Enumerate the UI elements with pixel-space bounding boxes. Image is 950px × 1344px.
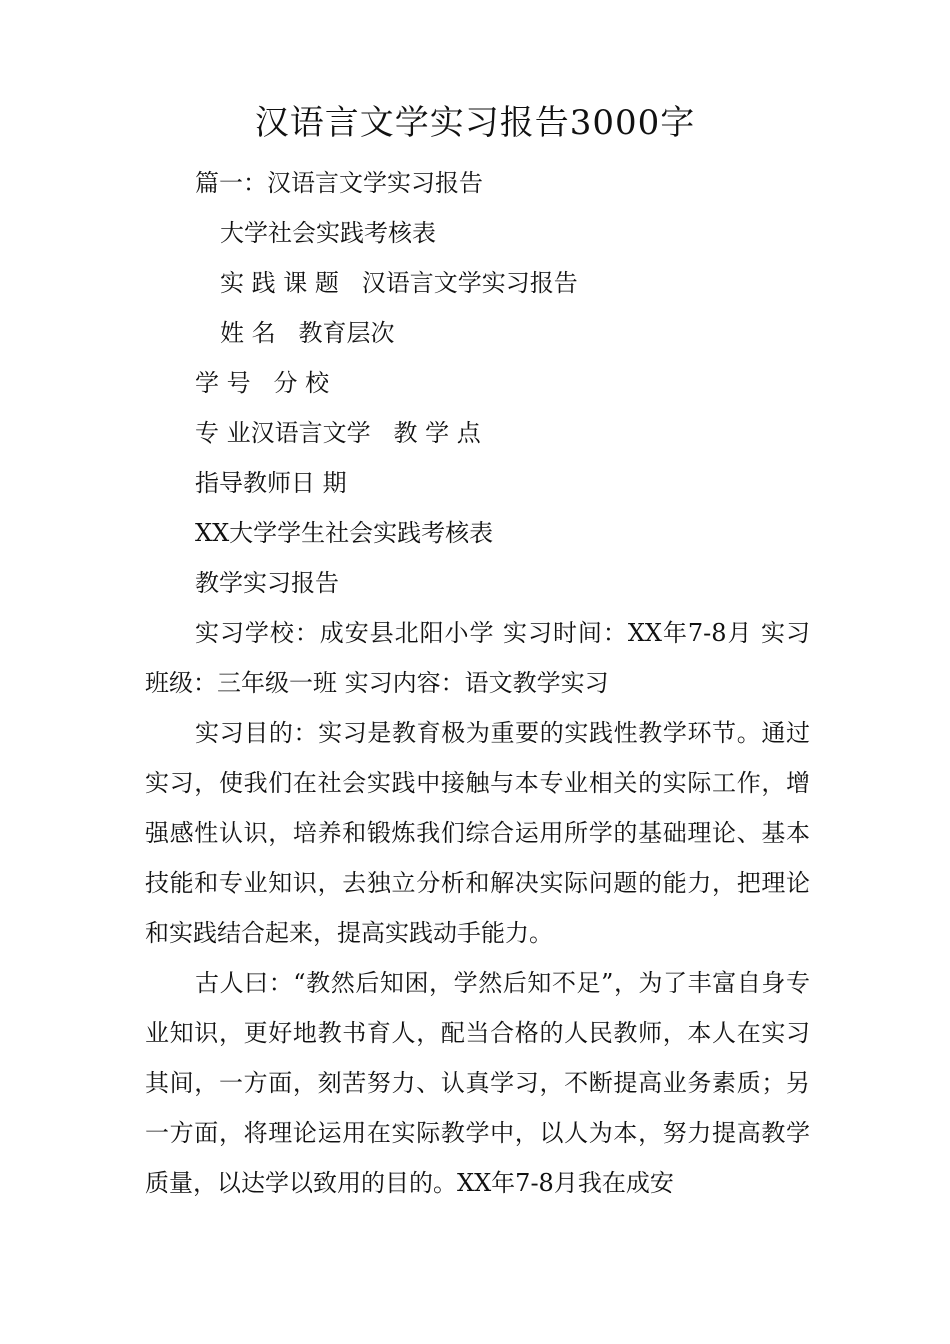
document-title: 汉语言文学实习报告3000字 xyxy=(254,103,696,143)
text-line-advisor-date: 指导教师日 期 xyxy=(195,469,347,497)
text-line-form-title: 大学社会实践考核表 xyxy=(220,219,436,247)
text-line-id-branch: 学 号 分 校 xyxy=(195,369,330,397)
paragraph-ancient-saying: 古人曰：“教然后知困，学然后知不足”，为了丰富自身专业知识，更好地教书育人，配当合格的人民教师，本人在实习其间，一方面，刻苦努力、认真学习，不断提高业务素质；另一方面，将理论运用在实际教学中，以人为本，努力提高教学质量，以达学以致用的目的。XX年7-8月我在成安 xyxy=(145,969,810,1197)
text-line-university-form: XX大学学生社会实践考核表 xyxy=(195,519,494,547)
text-line-name-level: 姓 名 教育层次 xyxy=(220,319,395,347)
text-line-article-heading: 篇一：汉语言文学实习报告 xyxy=(195,169,483,197)
text-line-major-site: 专 业汉语言文学 教 学 点 xyxy=(195,419,481,447)
text-line-practice-topic: 实 践 课 题 汉语言文学实习报告 xyxy=(220,269,578,297)
paragraph-internship-info: 实习学校：成安县北阳小学 实习时间：XX年7-8月 实习班级：三年级一班 实习内容：语文教学实习 xyxy=(145,619,810,697)
text-line-report-title: 教学实习报告 xyxy=(195,569,339,597)
paragraph-internship-purpose: 实习目的：实习是教育极为重要的实践性教学环节。通过实习，使我们在社会实践中接触与本专业相关的实际工作，增强感性认识，培养和锻炼我们综合运用所学的基础理论、基本技能和专业知识，去独立分析和解决实际问题的能力，把理论和实践结合起来，提高实践动手能力。 xyxy=(145,719,810,947)
